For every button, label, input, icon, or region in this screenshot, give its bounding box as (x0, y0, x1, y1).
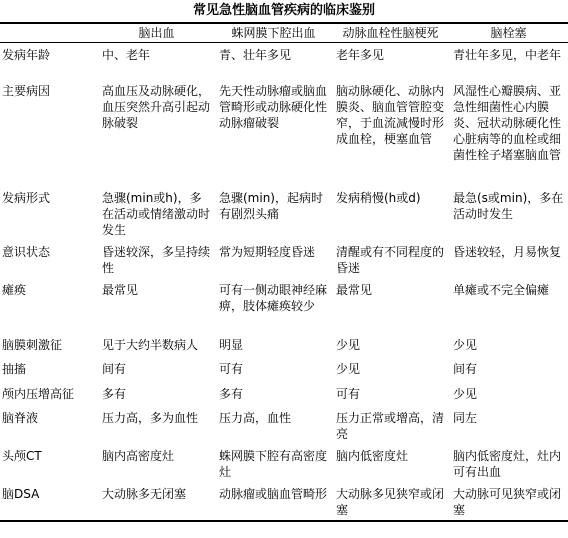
table-row (0, 278, 568, 333)
row-label: 主要病因 (2, 83, 51, 98)
table-row (0, 43, 568, 79)
table-cell: 少见 (336, 337, 361, 352)
table-cell: 老年多见 (336, 48, 385, 62)
table-cell: 压力高，多为血性 (102, 410, 199, 425)
table-cell: 间有 (102, 361, 127, 376)
table-cell: 可有 (336, 386, 361, 401)
table-cell: 明显 (219, 337, 244, 352)
row-label: 脑膜刺激征 (2, 337, 63, 352)
table-cell: 大动脉多无闭塞 (98, 482, 215, 521)
row-label: 瘫痪 (2, 282, 27, 297)
table-cell: 大动脉多见狭窄或闭塞 (332, 482, 449, 521)
table-cell: 急骤(min)，起病时有剧烈头痛 (219, 190, 323, 221)
table-cell: 间有 (453, 361, 478, 376)
table-row (0, 482, 568, 521)
table-cell: 最常见 (336, 282, 373, 297)
table-cell: 最常见 (102, 282, 139, 297)
column-header: 脑出血 (98, 23, 215, 43)
table-cell: 单瘫或不完全偏瘫 (453, 282, 550, 297)
table-row (0, 240, 568, 278)
table-row (0, 333, 568, 357)
table-cell: 高血压及动脉硬化，血压突然升高引起动脉破裂 (102, 83, 211, 130)
table-cell: 昏迷较轻，月易恢复 (453, 244, 562, 259)
table-row (0, 444, 568, 482)
table-cell: 急骤(min或h)，多在活动或情绪激动时发生 (102, 190, 211, 237)
row-label: 脑脊液 (2, 410, 39, 425)
table-cell: 多有 (102, 386, 127, 401)
row-label: 发病形式 (2, 190, 51, 205)
table-cell: 少见 (336, 361, 361, 376)
table-cell: 先天性动脉瘤或脑血管畸形或动脉硬化性动脉瘤破裂 (219, 83, 328, 130)
table-cell: 清醒或有不同程度的昏迷 (336, 244, 445, 275)
row-label: 发病年龄 (2, 48, 51, 62)
table-cell: 脑动脉硬化、动脉内膜炎、脑血管管腔变窄，于血流减慢时形成血栓，梗塞血管 (336, 83, 445, 146)
comparison-table (0, 22, 568, 522)
table-cell: 中、老年 (102, 48, 151, 62)
column-header: 动脉血栓性脑梗死 (332, 23, 449, 43)
table-cell: 同左 (453, 410, 478, 425)
table-row (0, 406, 568, 444)
table-cell: 脑内高密度灶 (102, 448, 175, 463)
table-cell: 最急(s或min)，多在活动时发生 (453, 190, 564, 221)
table-cell: 青壮年多见，中老年 (453, 48, 562, 62)
table-cell: 少见 (453, 337, 478, 352)
table-cell: 可有 (219, 361, 244, 376)
row-label: 抽搐 (2, 361, 27, 376)
page-title: 常见急性脑血管疾病的临床鉴别 (192, 3, 375, 18)
table-cell: 见于大约半数病人 (102, 337, 199, 352)
row-label: 脑DSA (0, 482, 98, 521)
column-header: 脑栓塞 (449, 23, 568, 43)
column-header (0, 23, 98, 43)
table-cell: 昏迷较深，多呈持续性 (102, 244, 211, 275)
table-cell: 动脉瘤或脑血管畸形 (215, 482, 332, 521)
table-cell: 脑内低密度灶 (336, 448, 409, 463)
row-label: 头颅CT (2, 448, 42, 463)
table-cell: 蛛网膜下腔有高密度灶 (219, 448, 328, 479)
table-cell: 风湿性心瓣膜病、亚急性细菌性心内膜炎、冠状动脉硬化性心脏病等的血栓或细菌性栓子堵塞脑血管 (453, 83, 562, 162)
table-cell: 少见 (453, 386, 478, 401)
row-label: 意识状态 (2, 244, 51, 259)
table-row (0, 357, 568, 382)
table-cell: 压力高，血性 (219, 410, 292, 425)
table-cell: 发病稍慢(h或d) (336, 190, 421, 205)
table-cell: 多有 (219, 386, 244, 401)
table-row (0, 186, 568, 240)
header-row (0, 23, 568, 43)
table-row (0, 79, 568, 186)
table-cell: 大动脉可见狭窄或闭塞 (449, 482, 568, 521)
column-header: 蛛网膜下腔出血 (215, 23, 332, 43)
table-cell: 可有一侧动眼神经麻痹，肢体瘫痪较少 (219, 282, 328, 313)
table-cell: 青、壮年多见 (219, 48, 292, 62)
table-cell: 压力正常或增高，清亮 (336, 410, 445, 441)
table-cell: 常为短期轻度昏迷 (219, 244, 316, 259)
table-row (0, 382, 568, 406)
row-label: 颅内压增高征 (2, 386, 75, 401)
table-cell: 脑内低密度灶，灶内可有出血 (453, 448, 562, 479)
